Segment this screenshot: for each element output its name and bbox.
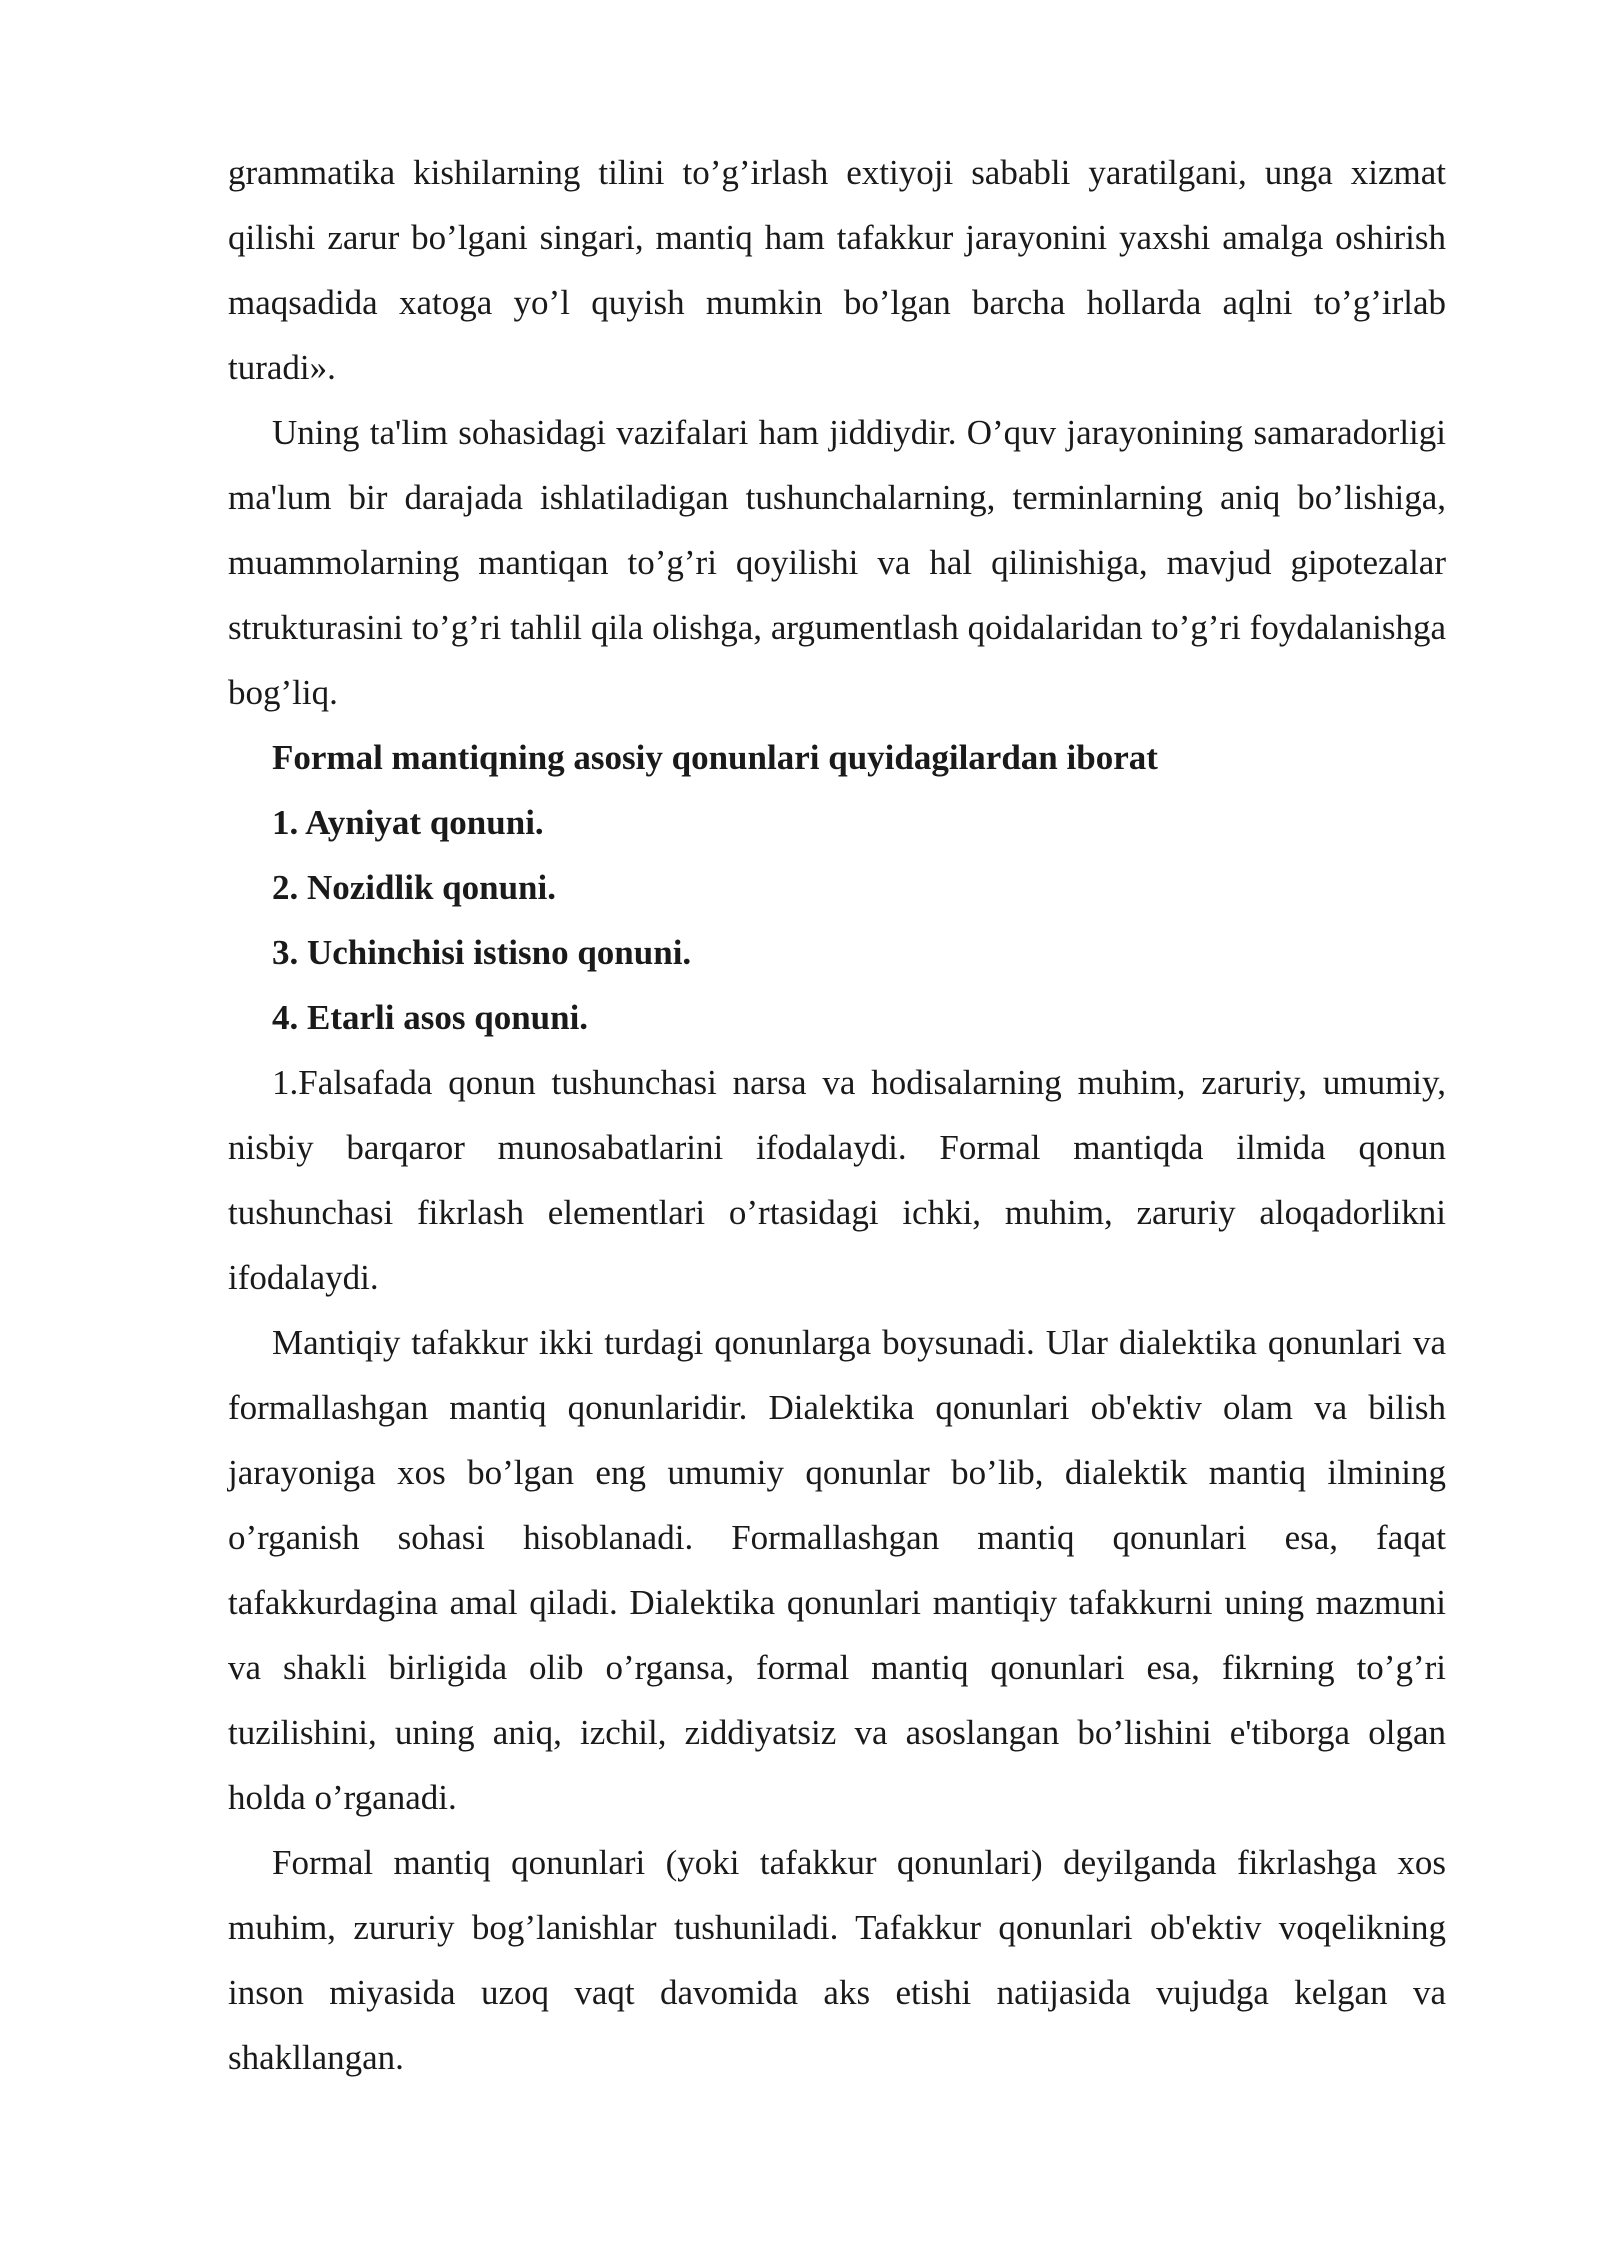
law-item-sufficient-reason: 4. Etarli asos qonuni. [272,998,589,1037]
paragraph-education-tasks: Uning ta'lim sohasidagi vazifalari ham jiddiydir. O’quv jarayonining samaradorligi ma'lum bir darajada ishlatiladigan tushunchalarning, terminlarning aniq bo’lishiga, muammolarning mantiqan to’g’ri qoyilishi va hal qilinishiga, mavjud gipotezalar strukturasini to’g’ri tahlil qila olishga, argumentlash qoidalaridan to’g’ri foydalanishga bog’liq. [228,413,1446,712]
paragraph-law-concept: 1.Falsafada qonun tushunchasi narsa va hodisalarning muhim, zaruriy, umumiy, nisbiy barqaror munosabatlarini ifodalaydi. Formal mantiqda ilmida qonun tushunchasi fikrlash elementlari o’rtasidagi ichki, muhim, zaruriy aloqadorlikni ifodalaydi. [228,1063,1446,1297]
section-heading-laws: Formal mantiqning asosiy qonunlari quyidagilardan iborat [272,738,1158,777]
law-item-excluded-middle: 3. Uchinchisi istisno qonuni. [272,933,692,972]
law-item-identity: 1. Ayniyat qonuni. [272,803,544,842]
document-body [228,140,1446,2090]
paragraph-formal-logic-laws: Formal mantiq qonunlari (yoki tafakkur qonunlari) deyilganda fikrlashga xos muhim, zururiy bog’lanishlar tushuniladi. Tafakkur qonunlari ob'ektiv voqelikning inson miyasida uzoq vaqt davomida aks etishi natijasida vujudga kelgan va shakllangan. [228,1843,1446,2077]
paragraph-logical-thinking: Mantiqiy tafakkur ikki turdagi qonunlarga boysunadi. Ular dialektika qonunlari va formallashgan mantiq qonunlaridir. Dialektika qonunlari ob'ektiv olam va bilish jarayoniga xos bo’lgan eng umumiy qonunlar bo’lib, dialektik mantiq ilmining o’rganish sohasi hisoblanadi. Formallashgan mantiq qonunlari esa, faqat tafakkurdagina amal qiladi. Dialektika qonunlari mantiqiy tafakkurni uning mazmuni va shakli birligida olib o’rgansa, formal mantiq qonunlari esa, fikrning to’g’ri tuzilishini, uning aniq, izchil, ziddiyatsiz va asoslangan bo’lishini e'tiborga olgan holda o’rganadi. [228,1323,1446,1817]
law-item-contradiction: 2. Nozidlik qonuni. [272,868,556,907]
paragraph-grammar-continuation: grammatika kishilarning tilini to’g’irlash extiyoji sababli yaratilgani, unga xizmat qilishi zarur bo’lgani singari, mantiq ham tafakkur jarayonini yaxshi amalga oshirish maqsadida xatoga yo’l quyish mumkin bo’lgan barcha hollarda aqlni to’g’irlab turadi». [228,153,1446,387]
